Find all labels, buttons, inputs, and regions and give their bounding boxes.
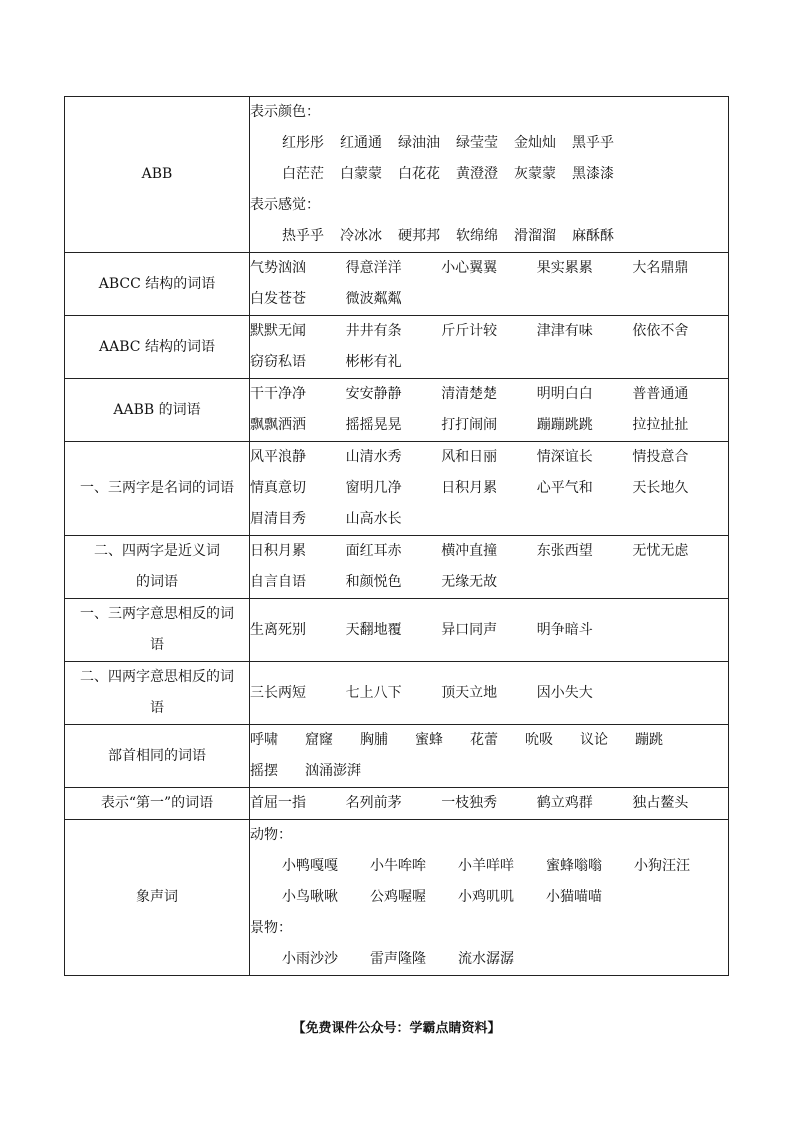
word: 窗明几净 <box>345 480 402 496</box>
table-row <box>65 316 729 379</box>
word: 灰蒙蒙 <box>514 166 556 182</box>
table-row <box>65 599 729 662</box>
word: 干干净净 <box>250 386 306 402</box>
word: 小猫喵喵 <box>546 889 602 905</box>
word: 金灿灿 <box>514 135 556 151</box>
word: 首屈一指 <box>250 795 306 811</box>
word: 蜜蜂嗡嗡 <box>546 858 602 874</box>
table-row <box>65 820 729 976</box>
word: 黄澄澄 <box>456 166 498 182</box>
word-line <box>250 725 728 756</box>
category-line: 二、四两字意思相反的词 <box>80 669 234 685</box>
word-line <box>250 347 728 378</box>
word: 果实累累 <box>536 260 593 276</box>
word: 公鸡喔喔 <box>370 889 426 905</box>
word: 无缘无故 <box>441 574 498 590</box>
word: 议论 <box>580 732 608 748</box>
word: 三长两短 <box>250 684 306 701</box>
group-heading: 表示感觉： <box>250 197 320 213</box>
word-line <box>250 410 728 441</box>
category-cell <box>65 536 250 599</box>
word: 胸脯 <box>360 732 388 748</box>
word: 滑溜溜 <box>514 228 556 244</box>
category-line: 的词语 <box>136 574 178 590</box>
word: 情真意切 <box>250 480 306 496</box>
word: 眉清目秀 <box>250 511 306 527</box>
word: 日积月累 <box>441 480 498 496</box>
word: 小心翼翼 <box>441 260 498 276</box>
word: 鹤立鸡群 <box>536 795 593 811</box>
word: 风平浪静 <box>250 449 306 465</box>
word: 小鸟啾啾 <box>282 889 338 905</box>
word-line <box>250 567 728 598</box>
content-cell <box>250 820 729 976</box>
word: 彬彬有礼 <box>345 354 402 370</box>
word: 山高水长 <box>345 511 402 527</box>
word: 情投意合 <box>632 449 689 465</box>
category-cell: 一、三两字是名词的词语 <box>65 442 250 536</box>
content-cell <box>250 442 729 536</box>
word: 拉拉扯扯 <box>632 417 689 433</box>
word: 默默无闻 <box>250 323 306 339</box>
word: 窃窃私语 <box>250 354 306 370</box>
word: 名列前茅 <box>345 795 402 811</box>
word: 小羊咩咩 <box>458 858 514 874</box>
word: 横冲直撞 <box>441 543 498 559</box>
word: 飘飘洒洒 <box>250 417 306 433</box>
word: 情深谊长 <box>536 449 593 465</box>
word: 小雨沙沙 <box>282 951 338 967</box>
table-row <box>65 788 729 820</box>
word-line <box>250 678 728 709</box>
word: 软绵绵 <box>456 228 498 244</box>
group-heading: 动物： <box>250 827 292 843</box>
word: 摇摇晃晃 <box>345 417 402 433</box>
word: 斤斤计较 <box>441 323 498 339</box>
group-heading: 表示颜色： <box>250 104 320 120</box>
content-cell <box>250 253 729 316</box>
table-row <box>65 442 729 536</box>
word-line <box>250 788 728 819</box>
table-row <box>65 536 729 599</box>
word-line <box>250 944 728 975</box>
table-row <box>65 97 729 253</box>
word: 小鸭嘎嘎 <box>282 858 338 874</box>
category-line: 二、四两字是近义词 <box>94 543 220 559</box>
category-line: 语 <box>150 700 164 716</box>
word-line <box>250 851 728 882</box>
word: 汹涌澎湃 <box>305 763 361 779</box>
word: 得意洋洋 <box>345 260 402 276</box>
content-cell <box>250 536 729 599</box>
word: 天长地久 <box>632 480 689 496</box>
category-cell: ABB <box>65 97 250 253</box>
footer-note: 【免费课件公众号：学霸点睛资料】 <box>292 1021 501 1036</box>
word: 山清水秀 <box>345 449 402 465</box>
table-row <box>65 253 729 316</box>
word: 生离死别 <box>250 621 306 638</box>
word: 津津有味 <box>536 323 593 339</box>
table-row <box>65 379 729 442</box>
group-heading: 景物： <box>250 920 292 936</box>
word: 自言自语 <box>250 574 306 590</box>
word-line <box>250 756 728 787</box>
word: 蹦蹦跳跳 <box>536 417 593 433</box>
category-line: 语 <box>150 637 164 653</box>
table-row <box>65 662 729 725</box>
category-cell: 部首相同的词语 <box>65 725 250 788</box>
word-line <box>250 159 728 190</box>
word: 天翻地覆 <box>345 621 402 638</box>
word: 独占鳌头 <box>632 795 689 811</box>
word: 明明白白 <box>536 386 593 402</box>
word: 明争暗斗 <box>536 621 593 638</box>
content-cell <box>250 725 729 788</box>
content-cell <box>250 316 729 379</box>
content-cell <box>250 788 729 820</box>
word: 面红耳赤 <box>345 543 402 559</box>
word: 吮吸 <box>525 732 553 748</box>
word: 绿莹莹 <box>456 135 498 151</box>
word: 异口同声 <box>441 621 498 638</box>
word: 一枝独秀 <box>441 795 498 811</box>
category-cell: ABCC 结构的词语 <box>65 253 250 316</box>
word: 东张西望 <box>536 543 593 559</box>
category-cell: AABB 的词语 <box>65 379 250 442</box>
word: 摇摆 <box>250 763 278 779</box>
category-cell <box>65 599 250 662</box>
word-line <box>250 473 728 504</box>
word-line <box>250 128 728 159</box>
word: 呼啸 <box>250 732 278 748</box>
word-line <box>250 442 728 473</box>
category-cell <box>65 662 250 725</box>
word: 小牛哞哞 <box>370 858 426 874</box>
word: 顶天立地 <box>441 684 498 701</box>
word: 花蕾 <box>470 732 498 748</box>
word: 清清楚楚 <box>441 386 498 402</box>
word: 白蒙蒙 <box>340 166 382 182</box>
category-line: 一、三两字意思相反的词 <box>80 606 234 622</box>
word: 窟窿 <box>305 732 333 748</box>
word-line <box>250 253 728 284</box>
word: 七上八下 <box>345 684 402 701</box>
word-line <box>250 536 728 567</box>
word: 热乎乎 <box>282 228 324 244</box>
content-cell <box>250 599 729 662</box>
word: 日积月累 <box>250 543 306 559</box>
content-cell <box>250 379 729 442</box>
word: 气势汹汹 <box>250 260 306 276</box>
word: 蹦跳 <box>635 732 663 748</box>
word: 安安静静 <box>345 386 402 402</box>
word: 硬邦邦 <box>398 228 440 244</box>
table-row <box>65 725 729 788</box>
category-cell: AABC 结构的词语 <box>65 316 250 379</box>
word: 风和日丽 <box>441 449 498 465</box>
word: 和颜悦色 <box>345 574 402 590</box>
word: 大名鼎鼎 <box>632 260 689 276</box>
word: 麻酥酥 <box>572 228 614 244</box>
word: 流水潺潺 <box>458 951 514 967</box>
word: 白花花 <box>398 166 440 182</box>
word: 绿油油 <box>398 135 440 151</box>
word: 井井有条 <box>345 323 402 339</box>
vocabulary-table <box>64 96 729 976</box>
category-cell: 象声词 <box>65 820 250 976</box>
word-line <box>250 221 728 252</box>
word: 心平气和 <box>536 480 593 496</box>
category-cell: 表示“第一”的词语 <box>65 788 250 820</box>
word: 因小失大 <box>536 684 593 701</box>
word: 依依不舍 <box>632 323 689 339</box>
word: 红通通 <box>340 135 382 151</box>
word: 雷声隆隆 <box>370 951 426 967</box>
word: 白发苍苍 <box>250 291 306 307</box>
word-line <box>250 882 728 913</box>
word-line <box>250 615 728 646</box>
word-line <box>250 504 728 535</box>
word: 红彤彤 <box>282 135 324 151</box>
word: 打打闹闹 <box>441 417 498 433</box>
word: 微波粼粼 <box>345 291 402 307</box>
word: 蜜蜂 <box>415 732 443 748</box>
word: 黑乎乎 <box>572 135 614 151</box>
word: 小鸡叽叽 <box>458 889 514 905</box>
word: 普普通通 <box>632 386 689 402</box>
word: 冷冰冰 <box>340 228 382 244</box>
word: 黑漆漆 <box>572 166 614 182</box>
word: 白茫茫 <box>282 166 324 182</box>
content-cell <box>250 97 729 253</box>
word: 无忧无虑 <box>632 543 689 559</box>
word-line <box>250 379 728 410</box>
word-line <box>250 284 728 315</box>
word: 小狗汪汪 <box>634 858 690 874</box>
content-cell <box>250 662 729 725</box>
word-line <box>250 316 728 347</box>
